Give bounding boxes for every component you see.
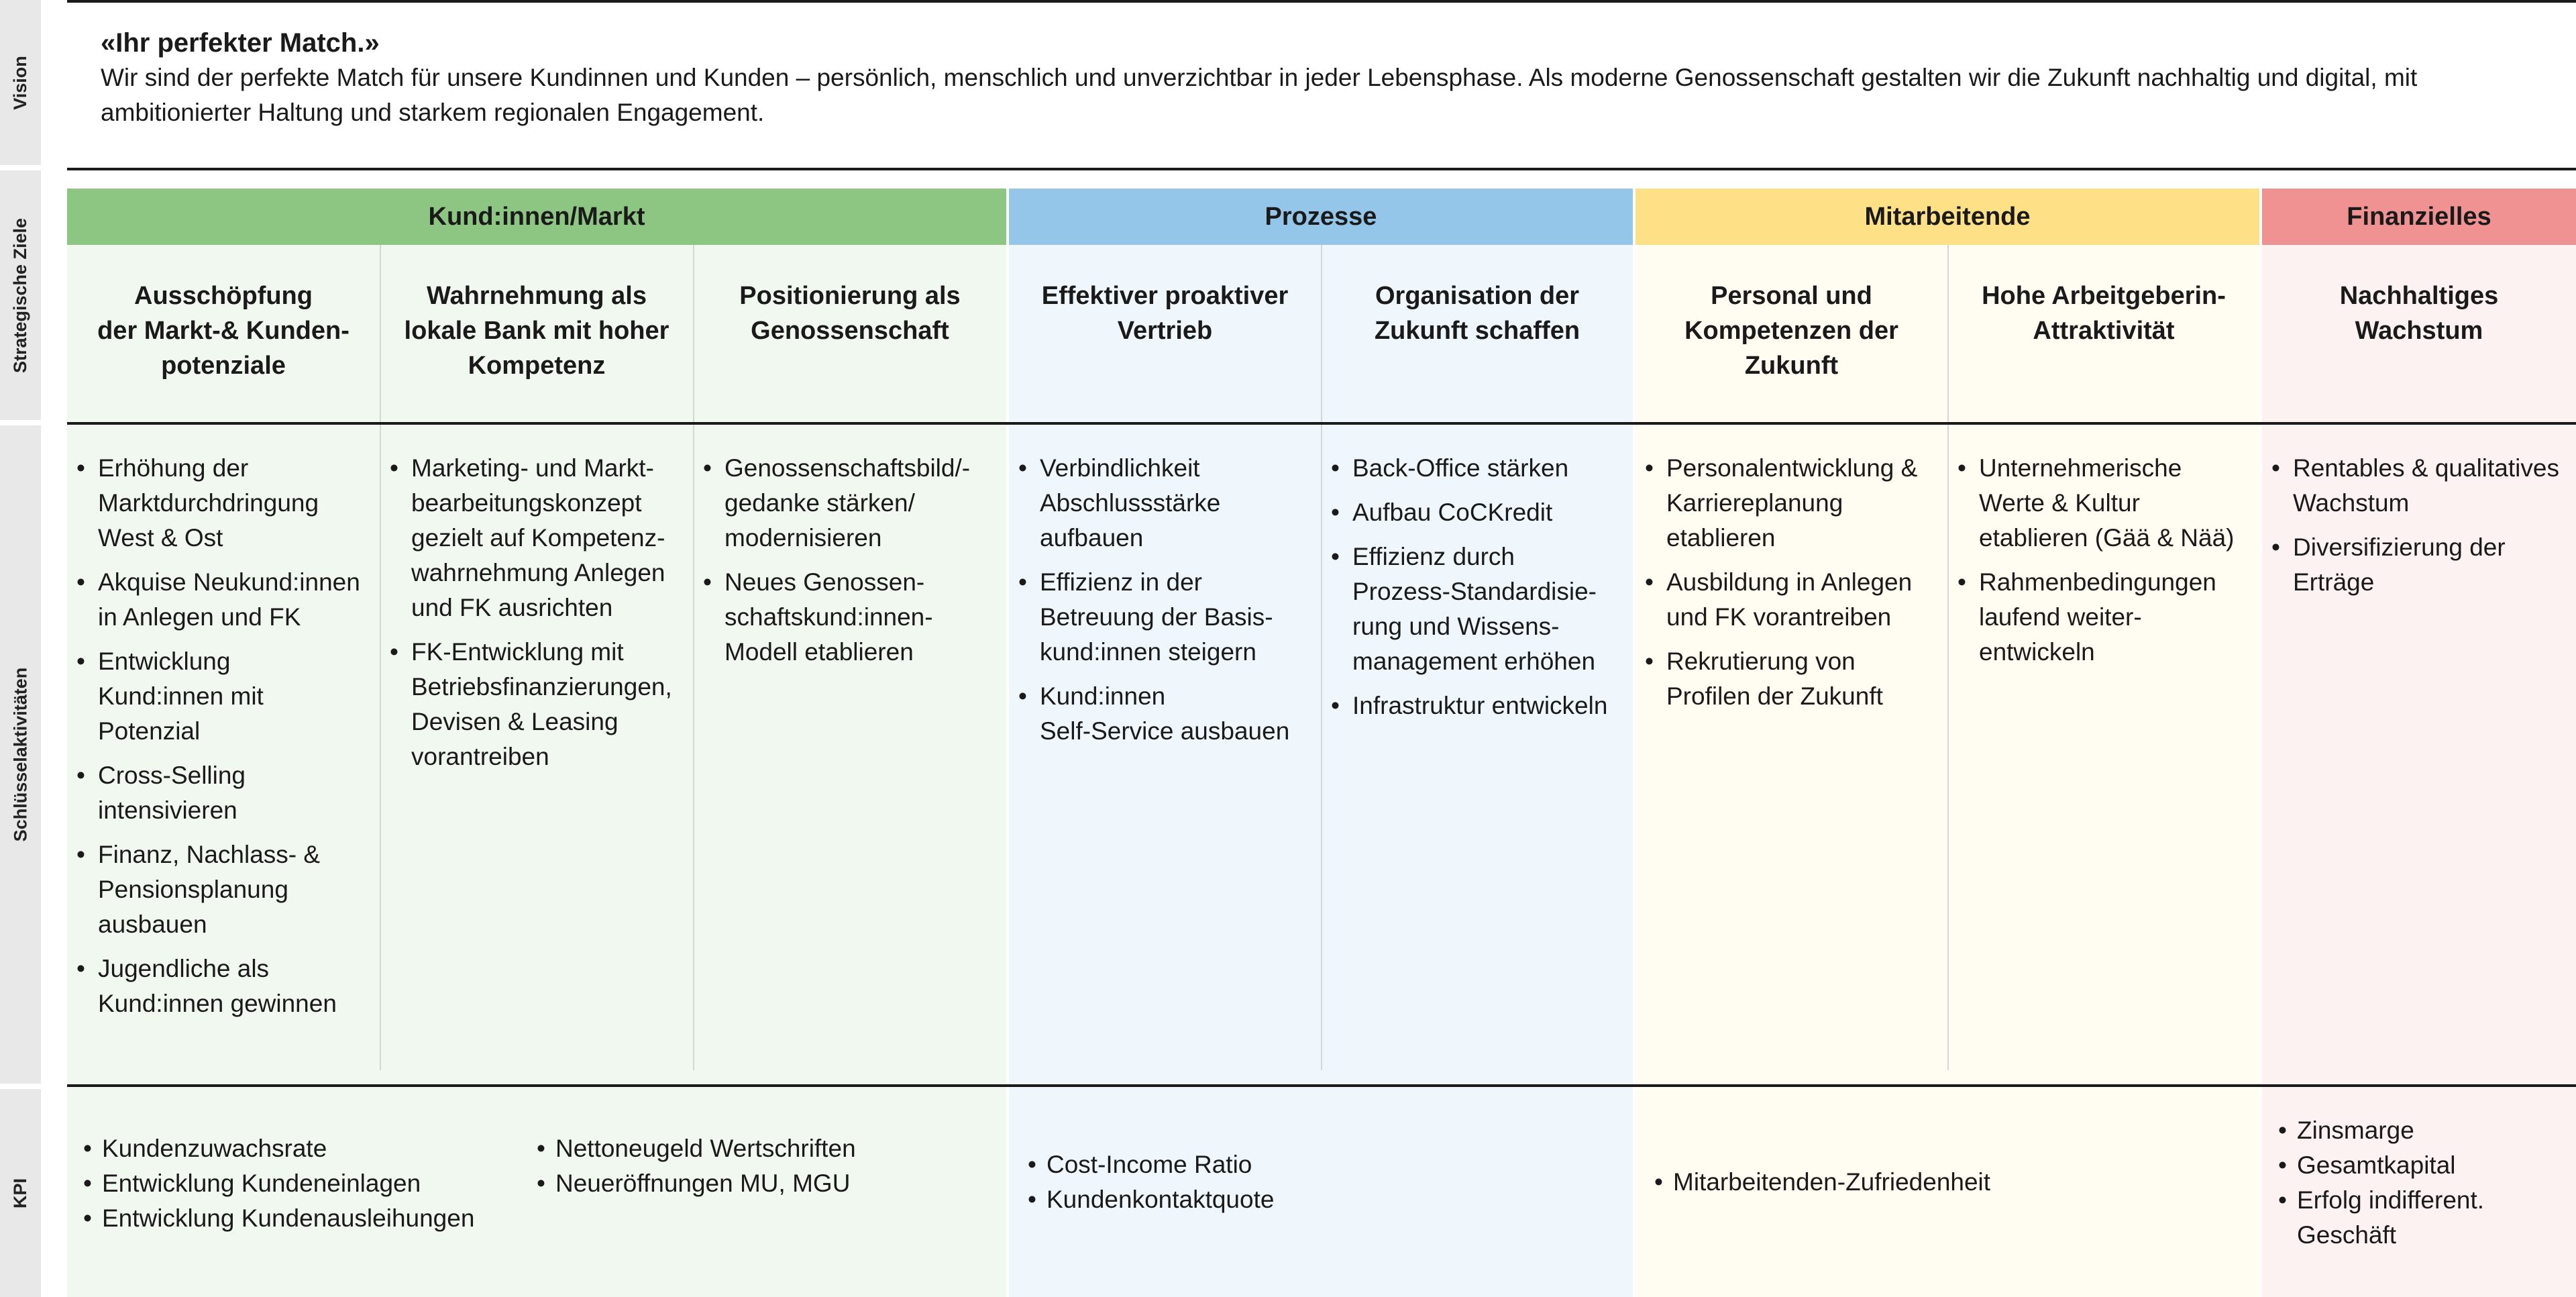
goal-positionierung: Positionierung als Genossenschaft — [739, 282, 961, 345]
activity-item: • Ausbildung in Anlegen und FK vorantreiben — [1635, 565, 1947, 635]
kpi-item: • Gesamtkapital — [2271, 1148, 2573, 1183]
kpi-list-mitarbeitende — [1648, 1165, 2251, 1200]
activity-item: • Personalentwicklung & Karriereplanung etablieren — [1635, 451, 1947, 556]
column-bg-prozesse — [1009, 245, 1635, 1297]
category-separator — [2259, 189, 2262, 1297]
goal-ausschoepfung: Ausschöpfung der Markt-& Kunden- potenziale — [97, 282, 350, 380]
category-header-mitarbeitende: Mitarbeitende — [1635, 189, 2259, 245]
activities-nachhaltiges-wachstum — [2262, 451, 2576, 609]
section-label-strategische-ziele: Strategische Ziele — [10, 217, 31, 373]
activities-divider — [67, 1084, 2576, 1087]
kpi-list-prozesse — [1021, 1147, 1625, 1217]
vision-title: «Ihr perfekter Match.» — [101, 28, 380, 58]
activities-wahrnehmung — [380, 451, 693, 784]
kpi-item: • Mitarbeitenden-Zufriedenheit — [1648, 1165, 2251, 1200]
top-rule — [67, 0, 2576, 3]
kpi-item: • Entwicklung Kundenausleihungen — [76, 1201, 519, 1236]
kpi-list-finanzielles — [2271, 1113, 2573, 1253]
category-header-prozesse: Prozesse — [1009, 189, 1633, 245]
activity-item: • Finanz, Nachlass- & Pensionsplanung ausbauen — [67, 837, 380, 942]
activity-item: • Unternehmerische Werte & Kultur etablieren (Gää & Nää) — [1948, 451, 2259, 556]
activity-item: • Cross-Selling intensivieren — [67, 758, 380, 828]
activities-effektiver-vertrieb — [1009, 451, 1321, 758]
kpi-item: • Entwicklung Kundeneinlagen — [76, 1166, 519, 1201]
goals-divider — [67, 422, 2576, 425]
goal-arbeitgeberin-attraktivitaet: Hohe Arbeitgeberin- Attraktivität — [1982, 282, 2226, 345]
activity-item: • Marketing- und Markt- bearbeitungskonzept gezielt auf Kompetenz- wahrnehmung Anlegen und FK ausrichten — [380, 451, 693, 625]
activities-organisation-zukunft — [1322, 451, 1633, 733]
activity-item: • Infrastruktur entwickeln — [1322, 688, 1633, 723]
activity-item: • Akquise Neukund:innen in Anlegen und FK — [67, 565, 380, 635]
kpi-item: • Erfolg indifferent. Geschäft — [2271, 1183, 2573, 1253]
activity-item: • Kund:innen Self-Service ausbauen — [1009, 679, 1321, 749]
goal-personal-kompetenzen: Personal und Kompetenzen der Zukunft — [1684, 282, 1898, 380]
kpi-list-markt-1 — [76, 1131, 519, 1236]
sidebar-separator — [0, 165, 41, 170]
activity-item: • Effizienz in der Betreuung der Basis- kund:innen steigern — [1009, 565, 1321, 670]
kpi-item: • Cost-Income Ratio — [1021, 1147, 1625, 1182]
activity-item: • Neues Genossen- schaftskund:innen- Modell etablieren — [694, 565, 1006, 670]
activity-item: • Back-Office stärken — [1322, 451, 1633, 486]
category-header-finanzielles: Finanzielles — [2262, 189, 2576, 245]
goal-effektiver-vertrieb: Effektiver proaktiver Vertrieb — [1041, 282, 1289, 345]
activity-item: • FK-Entwicklung mit Betriebsfinanzierungen, Devisen & Leasing vorantreiben — [380, 635, 693, 774]
activities-ausschoepfung — [67, 451, 380, 1031]
kpi-list-markt-2 — [530, 1131, 1000, 1201]
activity-item: • Rentables & qualitatives Wachstum — [2262, 451, 2576, 521]
section-label-kpi: KPI — [9, 1178, 30, 1208]
goal-organisation-zukunft: Organisation der Zukunft schaffen — [1374, 282, 1580, 345]
kpi-item: • Neueröffnungen MU, MGU — [530, 1166, 1000, 1201]
goal-wahrnehmung: Wahrnehmung als lokale Bank mit hoher Kompetenz — [404, 282, 669, 380]
activity-item: • Rekrutierung von Profilen der Zukunft — [1635, 644, 1947, 714]
activity-item: • Verbindlichkeit Abschlussstärke aufbauen — [1009, 451, 1321, 556]
section-label-schluesselaktivitaeten: Schlüsselaktivitäten — [10, 667, 30, 842]
kpi-item: • Nettoneugeld Wertschriften — [530, 1131, 1000, 1166]
activity-item: • Effizienz durch Prozess-Standardisie- rung und Wissens- management erhöhen — [1322, 539, 1633, 679]
vision-text: Wir sind der perfekte Match für unsere Kundinnen und Kunden – persönlich, menschlich und unverzichtbar in jeder Lebensphase. Als moderne Genossenschaft gestalten wir die Zukunft nachhaltig und digital, mit ambitionierter Haltung und starkem regionalen Engagement. — [101, 64, 2418, 126]
activity-item: • Jugendliche als Kund:innen gewinnen — [67, 951, 380, 1021]
activity-item: • Diversifizierung der Erträge — [2262, 530, 2576, 600]
goal-nachhaltiges-wachstum: Nachhaltiges Wachstum — [2339, 282, 2499, 345]
kpi-item: • Kundenzuwachsrate — [76, 1131, 519, 1166]
category-header-kundinnen-markt: Kund:innen/Markt — [67, 189, 1006, 245]
activity-item: • Erhöhung der Marktdurchdringung West & Ost — [67, 451, 380, 556]
kpi-item: • Kundenkontaktquote — [1021, 1182, 1625, 1217]
activities-arbeitgeberin-attraktivitaet — [1948, 451, 2259, 679]
activity-item: • Genossenschaftsbild/- gedanke stärken/ modernisieren — [694, 451, 1006, 556]
activities-personal-kompetenzen — [1635, 451, 1947, 723]
column-bg-mitarbeitende — [1635, 245, 2262, 1297]
section-label-vision: Vision — [10, 55, 30, 110]
vision-divider — [67, 168, 2576, 170]
sidebar-separator — [0, 1084, 41, 1089]
sidebar-separator — [0, 420, 41, 425]
activity-item: • Aufbau CoCKredit — [1322, 495, 1633, 530]
activity-item: • Rahmenbedingungen laufend weiter- entwickeln — [1948, 565, 2259, 670]
activity-item: • Entwicklung Kund:innen mit Potenzial — [67, 644, 380, 749]
kpi-item: • Zinsmarge — [2271, 1113, 2573, 1148]
activities-positionierung — [694, 451, 1006, 679]
